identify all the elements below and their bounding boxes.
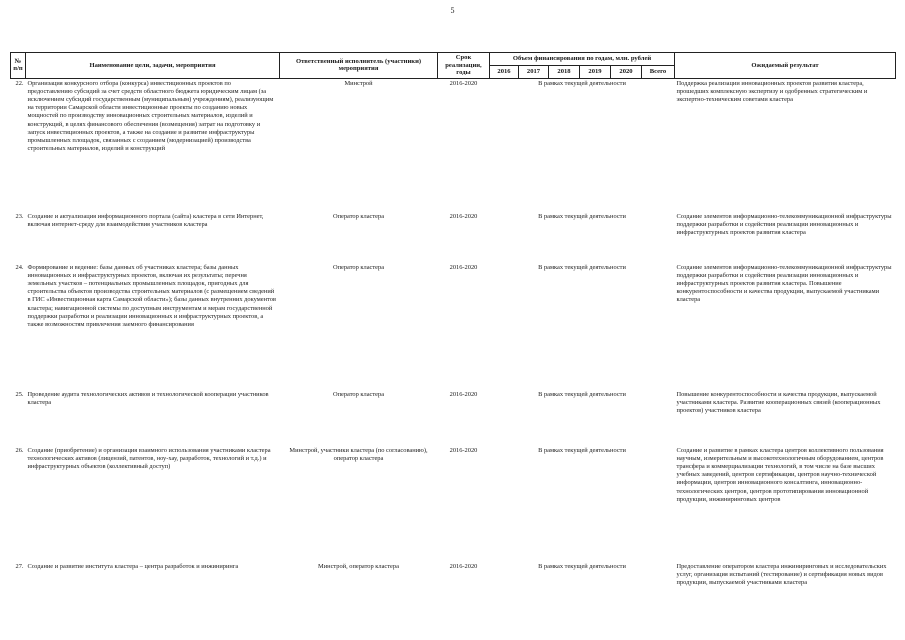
expected-result: Повышение конкурентоспособности и качества продукции, выпускаемой участниками кластера. Развитие кооперационных связей (кооперационных проектов) участников кластера bbox=[676, 390, 881, 415]
table-row bbox=[11, 78, 896, 212]
header-year-2016: 2016 bbox=[490, 65, 519, 78]
activity-name: Проведение аудита технологических активов и технологической кооперации участников кластера bbox=[27, 390, 269, 406]
executor: Минстрой, оператор кластера bbox=[318, 562, 399, 570]
period: 2016-2020 bbox=[449, 390, 478, 398]
activity-name: Организация конкурсного отбора (конкурса) инвестиционных проектов по предоставлению субсидий за счет средств областного бюджета юридическим лицам (за исключением субсидий государственным (муниципальным) учреждениям), реализующим на территории Самарской области инвестиционные проекты по созданию новых мощностей по производству инновационных строительных материалов, изделий и конструкций, в целях финансового обеспечения (возмещения) затрат на подготовку и запуск инвестиционных проектов, а также на создание и развитие инфраструктуры промышленных площадок, связанных с созданием (модернизацией) производства строительных материалов, изделий и конструкций bbox=[27, 79, 274, 153]
row-number: 22. bbox=[15, 79, 24, 87]
header-result: Ожидаемый результат bbox=[675, 53, 896, 79]
header-period: Срок реализации, годы bbox=[438, 53, 490, 79]
header-name: Наименование цели, задачи, мероприятия bbox=[26, 53, 280, 79]
table-row bbox=[11, 562, 896, 604]
header-total: Всего bbox=[642, 65, 675, 78]
row-number: 26. bbox=[15, 446, 24, 454]
table-row bbox=[11, 390, 896, 446]
funding: В рамках текущей деятельности bbox=[538, 79, 626, 87]
funding: В рамках текущей деятельности bbox=[538, 212, 626, 220]
table-row bbox=[11, 212, 896, 263]
header-funding: Объем финансирования по годам, млн. рублей bbox=[490, 53, 675, 66]
expected-result: Создание элементов информационно-телекоммуникационной инфраструктуры поддержки разработки и содействия реализации инновационных и инфраструктурных проектов развития кластера bbox=[676, 212, 892, 237]
executor: Оператор кластера bbox=[332, 263, 385, 271]
row-number: 25. bbox=[15, 390, 24, 398]
period: 2016-2020 bbox=[449, 562, 478, 570]
expected-result: Предоставление оператором кластера инжиниринговых и исследовательских услуг, организация испытаний (тестирование) и сертификация новых видов продукции, выпускаемой участниками кластера bbox=[676, 562, 887, 587]
funding: В рамках текущей деятельности bbox=[538, 446, 626, 454]
activity-name: Создание (приобретение) и организация взаимного использования участниками кластера технологических активов (лицензий, патентов, ноу-хау, разработок, технологий и т.д.) и инфраструктурных объектов (коллективный доступ) bbox=[27, 446, 271, 471]
header-num: № п/п bbox=[11, 53, 26, 79]
activity-name: Создание и развитие института кластера – центра разработок и инжиниринга bbox=[27, 562, 239, 570]
header-year-2017: 2017 bbox=[519, 65, 549, 78]
header-year-2019: 2019 bbox=[580, 65, 611, 78]
period: 2016-2020 bbox=[449, 446, 478, 454]
header-executor: Ответственный исполнитель (участники) мероприятия bbox=[280, 53, 438, 79]
expected-result: Создание элементов информационно-телекоммуникационной инфраструктуры поддержки разработки и содействия реализации инновационных и инфраструктурных проектов развития кластера. Повышение конкурентоспособности и качества продукции, выпускаемой участниками кластера bbox=[676, 263, 892, 304]
activities-table bbox=[10, 52, 896, 604]
period: 2016-2020 bbox=[449, 79, 478, 87]
table-row bbox=[11, 446, 896, 562]
period: 2016-2020 bbox=[449, 263, 478, 271]
page-number: 5 bbox=[450, 6, 455, 15]
header-year-2018: 2018 bbox=[549, 65, 580, 78]
header-year-2020: 2020 bbox=[611, 65, 642, 78]
executor: Минстрой bbox=[344, 79, 373, 87]
expected-result: Поддержка реализации инновационных проектов развития кластера, прошедших комплексную экспертизу и одобренных стратегическим и экспертно-техническим советами кластера bbox=[676, 79, 868, 104]
period: 2016-2020 bbox=[449, 212, 478, 220]
funding: В рамках текущей деятельности bbox=[538, 390, 626, 398]
executor: Оператор кластера bbox=[332, 390, 385, 398]
row-number: 27. bbox=[15, 562, 24, 570]
row-number: 24. bbox=[15, 263, 24, 271]
activity-name: Создание и актуализация информационного портала (сайта) кластера в сети Интернет, включая интернет-среду для взаимодействия участников кластера bbox=[27, 212, 264, 228]
funding: В рамках текущей деятельности bbox=[538, 263, 626, 271]
executor: Минстрой, участники кластера (по согласованию), оператор кластера bbox=[289, 446, 428, 462]
table-row bbox=[11, 263, 896, 390]
row-number: 23. bbox=[15, 212, 24, 220]
expected-result: Создание и развитие в рамках кластера центров коллективного пользования научным, измерительным и высокотехнологичным оборудованием, центров трансфера и коммерциализации технологий, в том числе на базе высших учебных заведений, центров сертификации, центров научно-технической информации, центров инновационного консалтинга, инновационно-технологических центров, центров прототипирования инновационной продукции, инжиниринговых центров bbox=[676, 446, 884, 503]
funding: В рамках текущей деятельности bbox=[538, 562, 626, 570]
table-header bbox=[11, 53, 896, 79]
activity-name: Формирование и ведение: базы данных об участниках кластера; базы данных инновационных и инфраструктурных проектов, включая их результаты; перечня земельных участков – потенциальных промышленных площадок, пригодных для строительства объектов производства строительных материалов (с размещением сведений в ГИС «Инвестиционная карта Самарской области»); базы данных внутренних документов кластера; навигационной системы по доступным инструментам и мерам государственной поддержки разработки и реализации инновационных и инфраструктурных проектов, а также возможностям привлечения заемного финансирования bbox=[27, 263, 276, 329]
executor: Оператор кластера bbox=[332, 212, 385, 220]
